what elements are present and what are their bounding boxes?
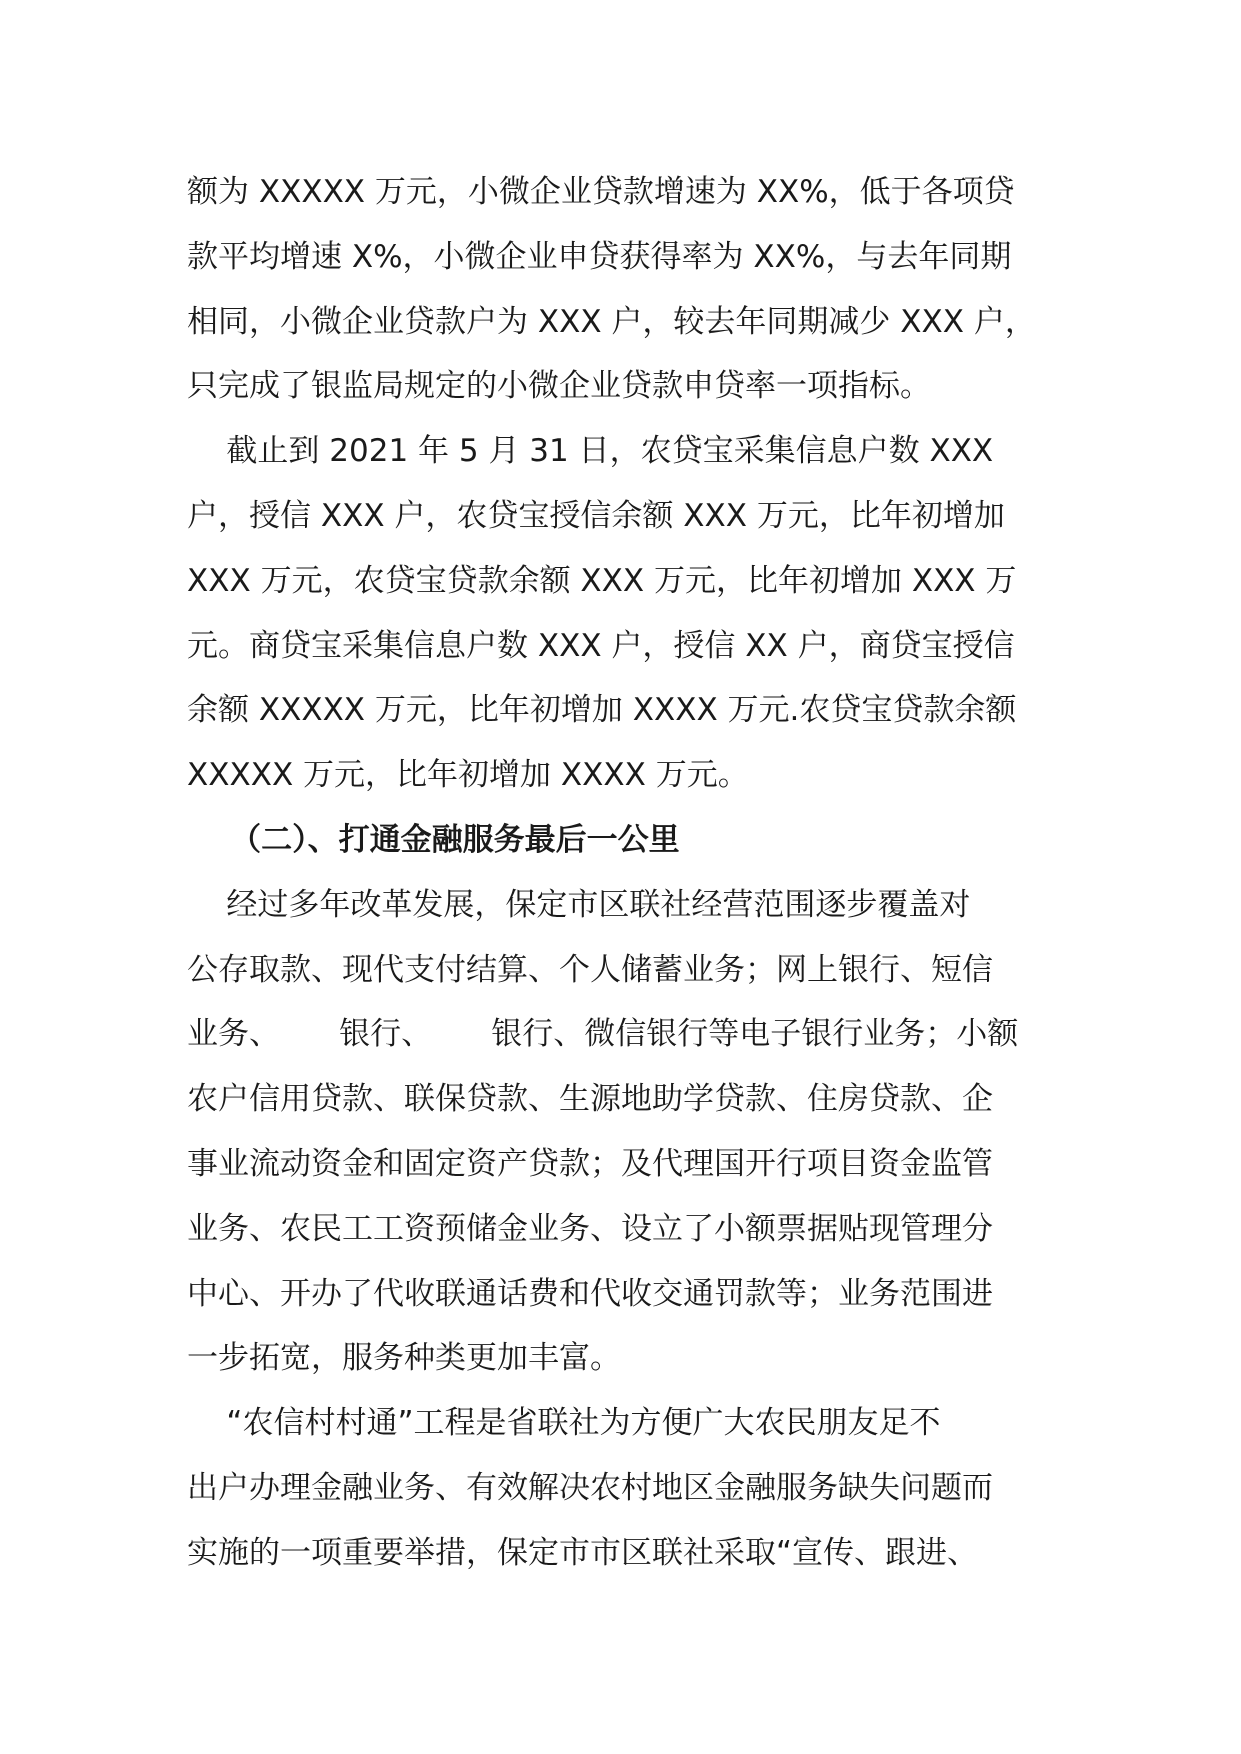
text-line: 经过多年改革发展，保定市区联社经营范围逐步覆盖对: [187, 886, 971, 923]
text-line: 截止到 2021 年 5 月 31 日，农贷宝采集信息户数 XXX: [187, 433, 994, 470]
text-line: 款平均增速 X%，小微企业申贷获得率为 XX%，与去年同期: [187, 238, 1012, 275]
text-line: XXXXX 万元，比年初增加 XXXX 万元。: [187, 757, 749, 794]
text-line: 业务、 银行、 银行、微信银行等电子银行业务；小额: [187, 1016, 1019, 1053]
text-line: 事业流动资金和固定资产贷款；及代理国开行项目资金监管: [187, 1145, 993, 1182]
text-line: 额为 XXXXX 万元，小微企业贷款增速为 XX%，低于各项贷: [187, 174, 1015, 210]
text-line: 户，授信 XXX 户，农贷宝授信余额 XXX 万元，比年初增加: [187, 497, 1005, 534]
text-line: 余额 XXXXX 万元，比年初增加 XXXX 万元.农贷宝贷款余额: [187, 692, 1017, 729]
text-line: “农信村村通”工程是省联社为方便广大农民朋友足不: [187, 1405, 941, 1442]
text-line: 农户信用贷款、联保贷款、生源地助学贷款、住房贷款、企: [187, 1081, 993, 1118]
text-line: 业务、农民工工资预储金业务、设立了小额票据贴现管理分: [187, 1210, 993, 1247]
text-line: XXX 万元，农贷宝贷款余额 XXX 万元，比年初增加 XXX 万: [187, 562, 1017, 599]
text-line: 中心、开办了代收联通话费和代收交通罚款等；业务范围进: [187, 1275, 993, 1312]
text-line: 元。商贷宝采集信息户数 XXX 户，授信 XX 户，商贷宝授信: [187, 627, 1015, 664]
body-text: [187, 160, 1057, 1586]
text-line: 公存取款、现代支付结算、个人储蓄业务；网上银行、短信: [187, 951, 993, 988]
text-line: 实施的一项重要举措，保定市市区联社采取“宣传、跟进、: [187, 1534, 979, 1571]
text-line: 出户办理金融业务、有效解决农村地区金融服务缺失问题而: [187, 1469, 993, 1506]
text-line: 只完成了银监局规定的小微企业贷款申贷率一项指标。: [187, 368, 931, 405]
text-line: 一步拓宽，服务种类更加丰富。: [187, 1340, 621, 1377]
text-line: 相同，小微企业贷款户为 XXX 户，较去年同期减少 XXX 户，: [187, 303, 1036, 340]
section-heading: （二）、打通金融服务最后一公里: [187, 821, 680, 858]
